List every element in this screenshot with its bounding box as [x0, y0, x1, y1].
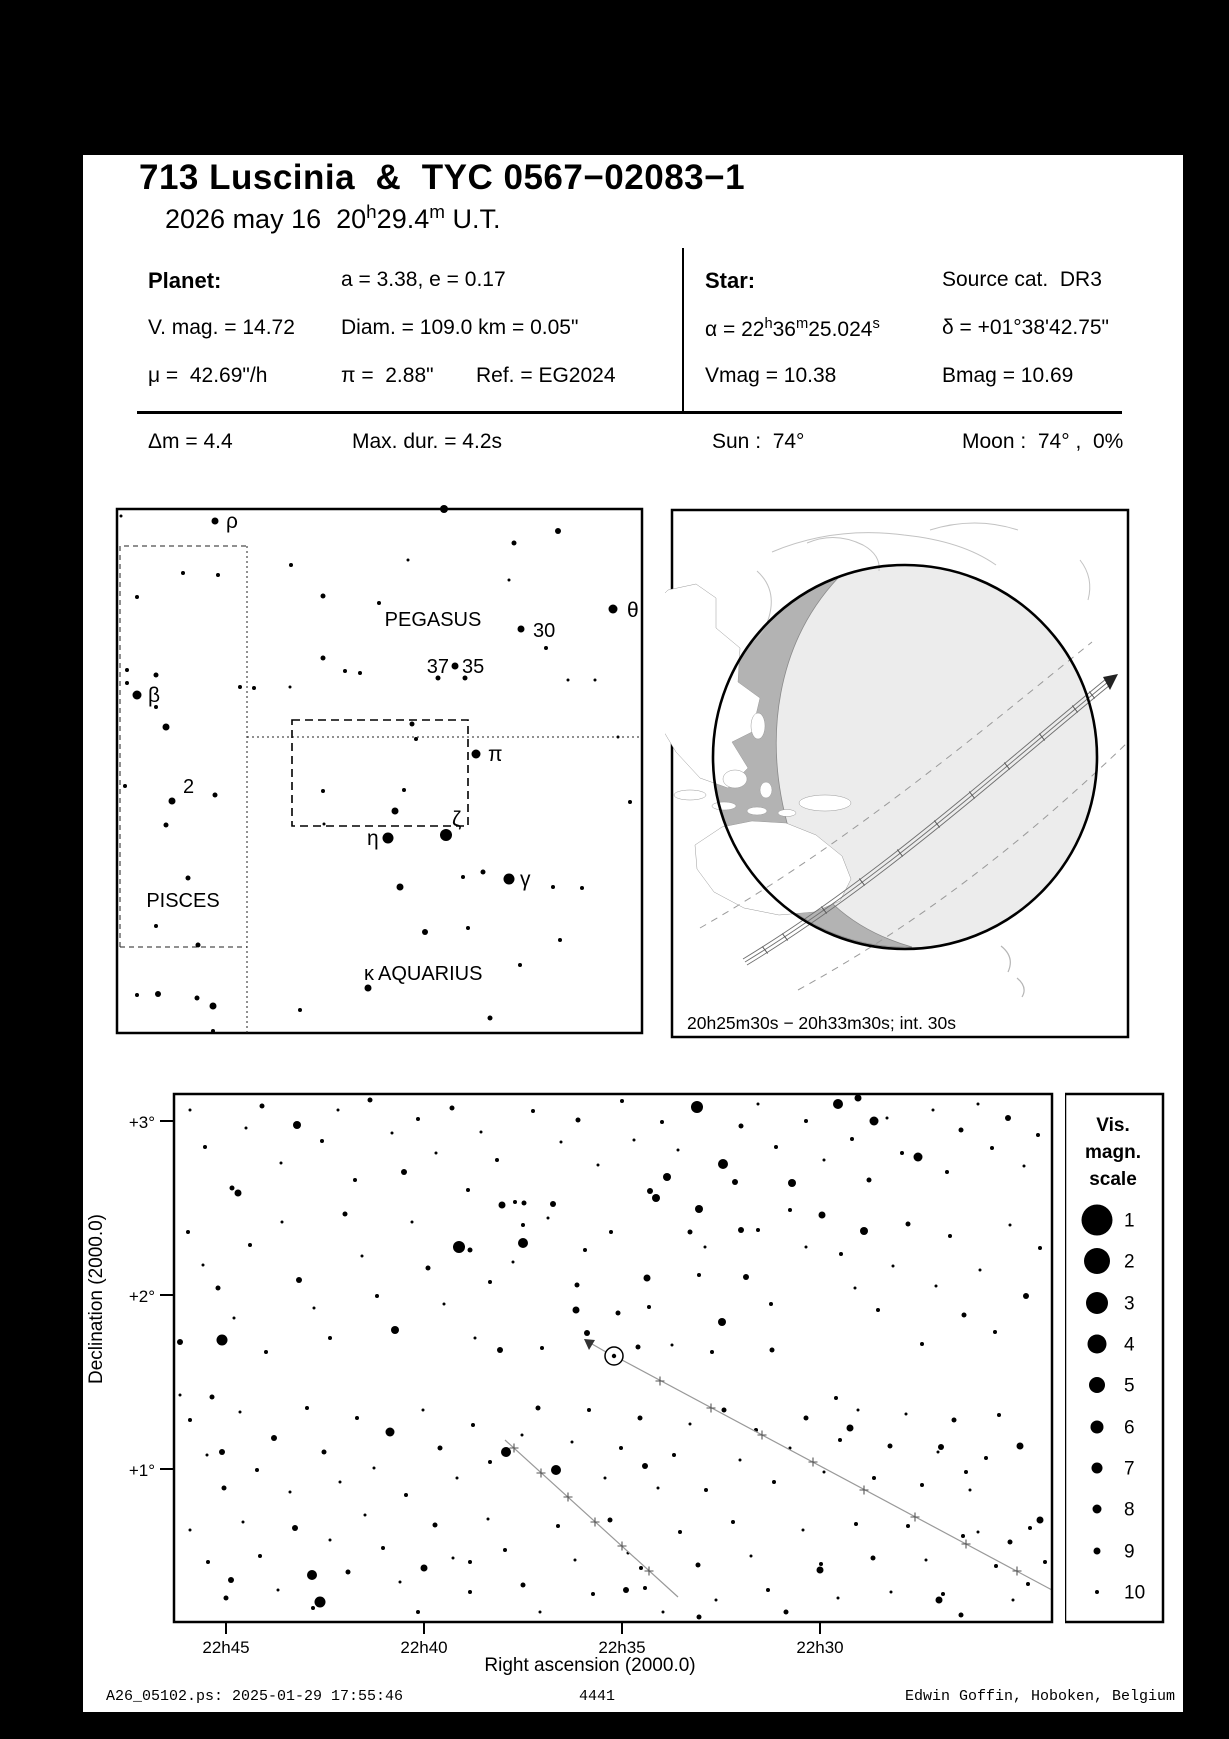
svg-text:Vis.: Vis. [1096, 1115, 1130, 1136]
coast-new-zealand [1001, 946, 1024, 997]
coast-aleutians [930, 523, 1018, 530]
land-new-guinea [799, 795, 851, 811]
star-vmag: Vmag = 10.38 [705, 364, 837, 387]
mag-dot [1094, 1548, 1101, 1555]
svg-text:+2°: +2° [128, 1287, 155, 1306]
svg-text:22h45: 22h45 [202, 1638, 250, 1657]
mag-value: 2 [1124, 1251, 1135, 1273]
ra-axis-label: Right ascension (2000.0) [484, 1655, 696, 1676]
footer-filename: A26_05102.ps: 2025-01-29 17:55:46 [106, 1688, 404, 1705]
svg-text:scale: scale [1089, 1169, 1137, 1190]
svg-text:22h30: 22h30 [796, 1638, 844, 1657]
dec-axis-label: Declination (2000.0) [86, 1213, 107, 1385]
svg-text:ρ: ρ [226, 510, 238, 533]
sun-distance: Sun : 74° [712, 430, 805, 453]
mag-dot [1091, 1421, 1104, 1434]
star-label: Star: [705, 268, 756, 293]
magscale-title [1085, 1115, 1141, 1190]
asteroid-path-b [505, 1440, 678, 1597]
pisces-boundary [120, 546, 247, 947]
svg-text:+1°: +1° [128, 1461, 155, 1480]
finder-border [117, 509, 642, 1033]
moon-distance: Moon : 74° , 0% [962, 430, 1124, 453]
svg-text:κ: κ [364, 963, 374, 985]
max-duration: Max. dur. = 4.2s [352, 430, 502, 453]
mag-dot [1095, 1590, 1099, 1594]
svg-text:PEGASUS: PEGASUS [384, 609, 482, 631]
fov-box [292, 720, 468, 826]
planet-vmag: V. mag. = 14.72 [148, 316, 295, 339]
star-bmag: Bmag = 10.69 [942, 364, 1074, 387]
dec-tick-labels [129, 1113, 155, 1480]
mag-dot [1089, 1377, 1105, 1393]
svg-text:θ: θ [627, 599, 639, 622]
land-sumatra [674, 790, 706, 800]
magscale-entries [1082, 1205, 1146, 1604]
mag-value: 5 [1124, 1375, 1135, 1397]
star-dec: δ = +01°38'42.75" [942, 316, 1110, 339]
detail-chart [120, 1085, 1060, 1660]
svg-text:30: 30 [533, 620, 556, 642]
footer-author: Edwin Goffin, Hoboken, Belgium [904, 1688, 1175, 1705]
mag-value: 9 [1124, 1541, 1135, 1563]
planet-orbit: a = 3.38, e = 0.17 [341, 268, 506, 291]
magnitude-scale [1065, 1085, 1185, 1630]
mag-dot [1084, 1248, 1110, 1274]
path-arrowhead [1103, 674, 1118, 690]
globe-panel [665, 500, 1135, 1045]
dec-ticks [160, 1121, 174, 1469]
mag-dot [1082, 1205, 1113, 1236]
mag-value: 3 [1124, 1293, 1135, 1315]
planet-parallax: π = 2.88" [341, 364, 434, 387]
horizontal-rule [137, 411, 1122, 414]
land-borneo [723, 770, 747, 788]
svg-text:β: β [148, 684, 161, 707]
mag-dot [1092, 1463, 1103, 1474]
column-divider [682, 248, 684, 413]
svg-text:2: 2 [183, 776, 195, 798]
planet-label: Planet: [148, 268, 222, 293]
planet-reference: Ref. = EG2024 [476, 364, 616, 387]
mag-value: 10 [1124, 1582, 1146, 1604]
mag-dot [1086, 1292, 1108, 1314]
land-philippines [751, 713, 765, 739]
svg-text:γ: γ [520, 868, 531, 891]
finder-chart [110, 500, 655, 1045]
land-timor [778, 810, 796, 817]
svg-text:22h35: 22h35 [598, 1638, 646, 1657]
target-star [612, 1354, 616, 1358]
svg-text:+3°: +3° [128, 1113, 155, 1132]
coast-america [1080, 560, 1090, 600]
asteroid-path-a2 [592, 1344, 606, 1352]
svg-text:37: 37 [426, 656, 449, 678]
mag-dot [1088, 1335, 1107, 1354]
land-lesser-sunda [747, 807, 767, 815]
footer-number: 4441 [578, 1688, 615, 1705]
star-ra: $\alpha = 22^h36^m25.024^s$ [705, 316, 880, 341]
coast-kamchatka [807, 537, 879, 571]
mag-value: 7 [1124, 1458, 1135, 1480]
finder-labels [146, 510, 638, 985]
event-datetime: 2026 may 16 20$^h$29.4$^m$ U.T. [165, 202, 501, 234]
finder-stars [120, 505, 633, 1033]
mag-value: 6 [1124, 1417, 1135, 1439]
mag-value: 1 [1124, 1210, 1135, 1232]
svg-text:ζ: ζ [452, 808, 462, 831]
page-title: 713 Luscinia & TYC 0567−02083−1 [139, 158, 746, 197]
planet-motion: μ = 42.69"/h [148, 364, 268, 387]
land-sulawesi [760, 782, 772, 798]
svg-text:AQUARIUS: AQUARIUS [378, 963, 483, 985]
mag-dot [1093, 1505, 1102, 1514]
svg-text:π: π [488, 743, 503, 766]
svg-text:PISCES: PISCES [146, 890, 220, 912]
ra-ticks [226, 1622, 820, 1634]
svg-text:22h40: 22h40 [400, 1638, 448, 1657]
mag-value: 8 [1124, 1499, 1135, 1521]
land-java [712, 802, 736, 810]
svg-text:magn.: magn. [1085, 1142, 1141, 1163]
coast-siberia [772, 533, 996, 565]
document-page [83, 155, 1183, 1712]
globe-caption: 20h25m30s − 20h33m30s; int. 30s [687, 1013, 957, 1033]
mag-value: 4 [1124, 1334, 1135, 1356]
asteroid-path-a [622, 1360, 1052, 1590]
svg-text:35: 35 [462, 656, 485, 678]
planet-diameter: Diam. = 109.0 km = 0.05" [341, 316, 579, 339]
svg-text:η: η [367, 827, 379, 850]
magnitude-drop: Δm = 4.4 [148, 430, 233, 453]
star-source-catalog: Source cat. DR3 [942, 268, 1102, 291]
